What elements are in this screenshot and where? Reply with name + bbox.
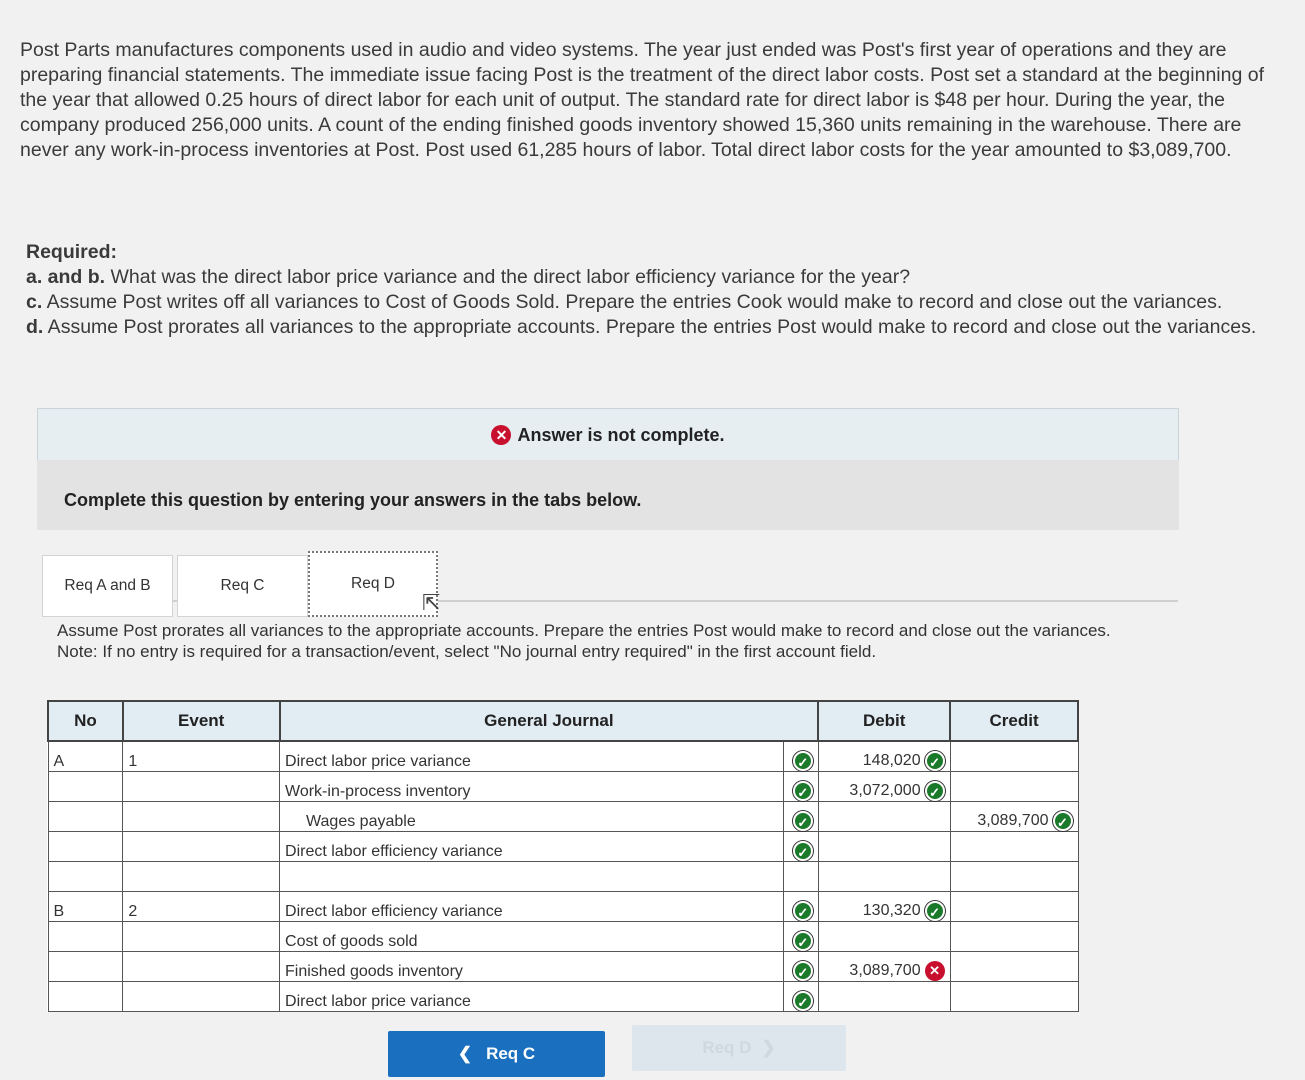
header-debit: Debit — [818, 701, 950, 741]
error-x-icon: ✕ — [491, 425, 511, 445]
credit-field[interactable] — [950, 982, 1078, 1012]
account-field[interactable]: Work-in-process inventory — [280, 772, 784, 802]
account-field[interactable]: Direct labor price variance — [280, 982, 784, 1012]
check-icon: ✓ — [925, 781, 945, 801]
debit-value: 3,072,000 — [849, 782, 921, 800]
account-status — [783, 832, 818, 862]
account-status — [783, 772, 818, 802]
credit-field[interactable] — [950, 892, 1078, 922]
journal-row — [48, 922, 1078, 952]
answer-status-banner — [37, 408, 1179, 462]
required-d-text: Assume Post prorates all variances to the appropriate accounts. Prepare the entries Post would make to record and close out the variances. — [43, 316, 1257, 338]
check-icon: ✓ — [793, 781, 813, 801]
credit-field[interactable] — [950, 832, 1078, 862]
header-event: Event — [123, 701, 280, 741]
account-field[interactable]: Direct labor efficiency variance — [280, 832, 784, 862]
journal-row — [48, 772, 1078, 802]
entry-no: A — [48, 741, 123, 772]
header-general-journal: General Journal — [280, 701, 819, 741]
tab-req-d[interactable]: Req D — [308, 551, 438, 617]
required-ab-prefix: a. and b. — [26, 266, 106, 288]
check-icon: ✓ — [793, 841, 813, 861]
entry-no — [48, 982, 123, 1012]
check-icon: ✓ — [793, 991, 813, 1011]
required-ab-text: What was the direct labor price variance and the direct labor efficiency variance for the year? — [105, 266, 911, 288]
credit-field[interactable] — [950, 802, 1078, 832]
debit-field[interactable] — [818, 892, 950, 922]
event-number — [123, 772, 280, 802]
journal-row — [48, 741, 1078, 772]
tab-req-c[interactable]: Req C — [177, 555, 308, 617]
prev-req-c-button[interactable] — [388, 1031, 605, 1077]
event-number — [123, 862, 280, 892]
banner-text: Answer is not complete. — [517, 424, 725, 445]
event-number: 1 — [123, 741, 280, 772]
problem-statement: Post Parts manufactures components used in audio and video systems. The year just ended was Post's first year of operations and they are preparing financial statements. The immediate issue facing Post is the treatment of the direct labor costs. Post set a standard at the beginning of the year that allowed 0.25 hours of direct labor for each unit of output. The standard rate for direct labor is $48 per hour. During the year, the company produced 256,000 units. A count of the ending finished goods inventory showed 15,360 units remaining in the warehouse. There are never any work-in-process inventories at Post. Post used 61,285 hours of labor. Total direct labor costs for the year amounted to $3,089,700. — [20, 39, 1264, 161]
error-x-icon: ✕ — [925, 961, 945, 981]
instruction-text: Complete this question by entering your answers in the tabs below. — [64, 490, 642, 510]
account-status — [783, 741, 818, 772]
required-c — [26, 290, 1276, 315]
check-icon: ✓ — [925, 901, 945, 921]
entry-no — [48, 772, 123, 802]
event-number — [123, 832, 280, 862]
credit-value: 3,089,700 — [977, 812, 1049, 830]
journal-row — [48, 832, 1078, 862]
account-status — [783, 982, 818, 1012]
check-icon: ✓ — [793, 811, 813, 831]
required-d — [26, 315, 1276, 340]
req-d-instructions — [57, 620, 1167, 662]
check-icon: ✓ — [925, 751, 945, 771]
debit-value: 148,020 — [862, 752, 921, 770]
account-status — [783, 892, 818, 922]
entry-no — [48, 832, 123, 862]
req-d-note: Note: If no entry is required for a transaction/event, select "No journal entry required" in the first account field. — [57, 642, 877, 661]
journal-header-row — [48, 701, 1078, 741]
account-status — [783, 802, 818, 832]
check-icon: ✓ — [793, 901, 813, 921]
account-status — [783, 952, 818, 982]
header-no: No — [48, 701, 123, 741]
debit-field[interactable] — [818, 952, 950, 982]
req-d-prompt: Assume Post prorates all variances to the appropriate accounts. Prepare the entries Post would make to record and close out the variances. — [57, 621, 1111, 640]
general-journal-table — [47, 700, 1079, 1012]
debit-field[interactable] — [818, 832, 950, 862]
next-button-label: Req D — [702, 1038, 752, 1057]
instruction-box — [37, 460, 1179, 530]
debit-value: 3,089,700 — [849, 962, 921, 980]
required-d-prefix: d. — [26, 316, 44, 338]
credit-field[interactable] — [950, 772, 1078, 802]
account-field[interactable]: Wages payable — [280, 802, 784, 832]
mouse-cursor-icon: ⇱ — [422, 590, 441, 615]
journal-row — [48, 862, 1078, 892]
account-field[interactable]: Direct labor efficiency variance — [280, 892, 784, 922]
event-number — [123, 802, 280, 832]
debit-field[interactable] — [818, 772, 950, 802]
debit-field[interactable] — [818, 922, 950, 952]
journal-body — [48, 741, 1078, 1012]
account-field[interactable]: Finished goods inventory — [280, 952, 784, 982]
check-icon: ✓ — [793, 931, 813, 951]
credit-field[interactable] — [950, 952, 1078, 982]
debit-field[interactable] — [818, 862, 950, 892]
event-number — [123, 982, 280, 1012]
required-c-text: Assume Post writes off all variances to Cost of Goods Sold. Prepare the entries Cook would make to record and close out the variances. — [42, 291, 1223, 313]
account-field[interactable] — [280, 862, 784, 892]
debit-field[interactable] — [818, 982, 950, 1012]
check-icon: ✓ — [1053, 811, 1073, 831]
credit-field[interactable] — [950, 862, 1078, 892]
event-number: 2 — [123, 892, 280, 922]
chevron-left-icon: ❮ — [457, 1044, 473, 1063]
required-section — [26, 240, 1276, 340]
journal-row — [48, 892, 1078, 922]
debit-field[interactable] — [818, 741, 950, 772]
header-credit: Credit — [950, 701, 1078, 741]
entry-no — [48, 922, 123, 952]
account-status — [783, 862, 818, 892]
chevron-right-icon: ❯ — [761, 1038, 776, 1057]
check-icon: ✓ — [793, 751, 813, 771]
debit-value: 130,320 — [862, 902, 921, 920]
required-ab — [26, 265, 1276, 290]
event-number — [123, 922, 280, 952]
tab-req-a-and-b[interactable]: Req A and B — [42, 555, 173, 617]
account-field[interactable]: Direct labor price variance — [280, 741, 784, 772]
entry-no: B — [48, 892, 123, 922]
entry-no — [48, 952, 123, 982]
entry-no — [48, 862, 123, 892]
entry-no — [48, 802, 123, 832]
prev-button-label: Req C — [486, 1044, 536, 1063]
required-heading: Required: — [26, 241, 118, 263]
journal-row — [48, 952, 1078, 982]
account-status — [783, 922, 818, 952]
check-icon: ✓ — [793, 961, 813, 981]
next-req-d-button[interactable] — [632, 1025, 846, 1071]
journal-row — [48, 982, 1078, 1012]
journal-row — [48, 802, 1078, 832]
credit-field[interactable] — [950, 741, 1078, 772]
required-c-prefix: c. — [26, 291, 43, 313]
event-number — [123, 952, 280, 982]
account-field[interactable]: Cost of goods sold — [280, 922, 784, 952]
debit-field[interactable] — [818, 802, 950, 832]
credit-field[interactable] — [950, 922, 1078, 952]
